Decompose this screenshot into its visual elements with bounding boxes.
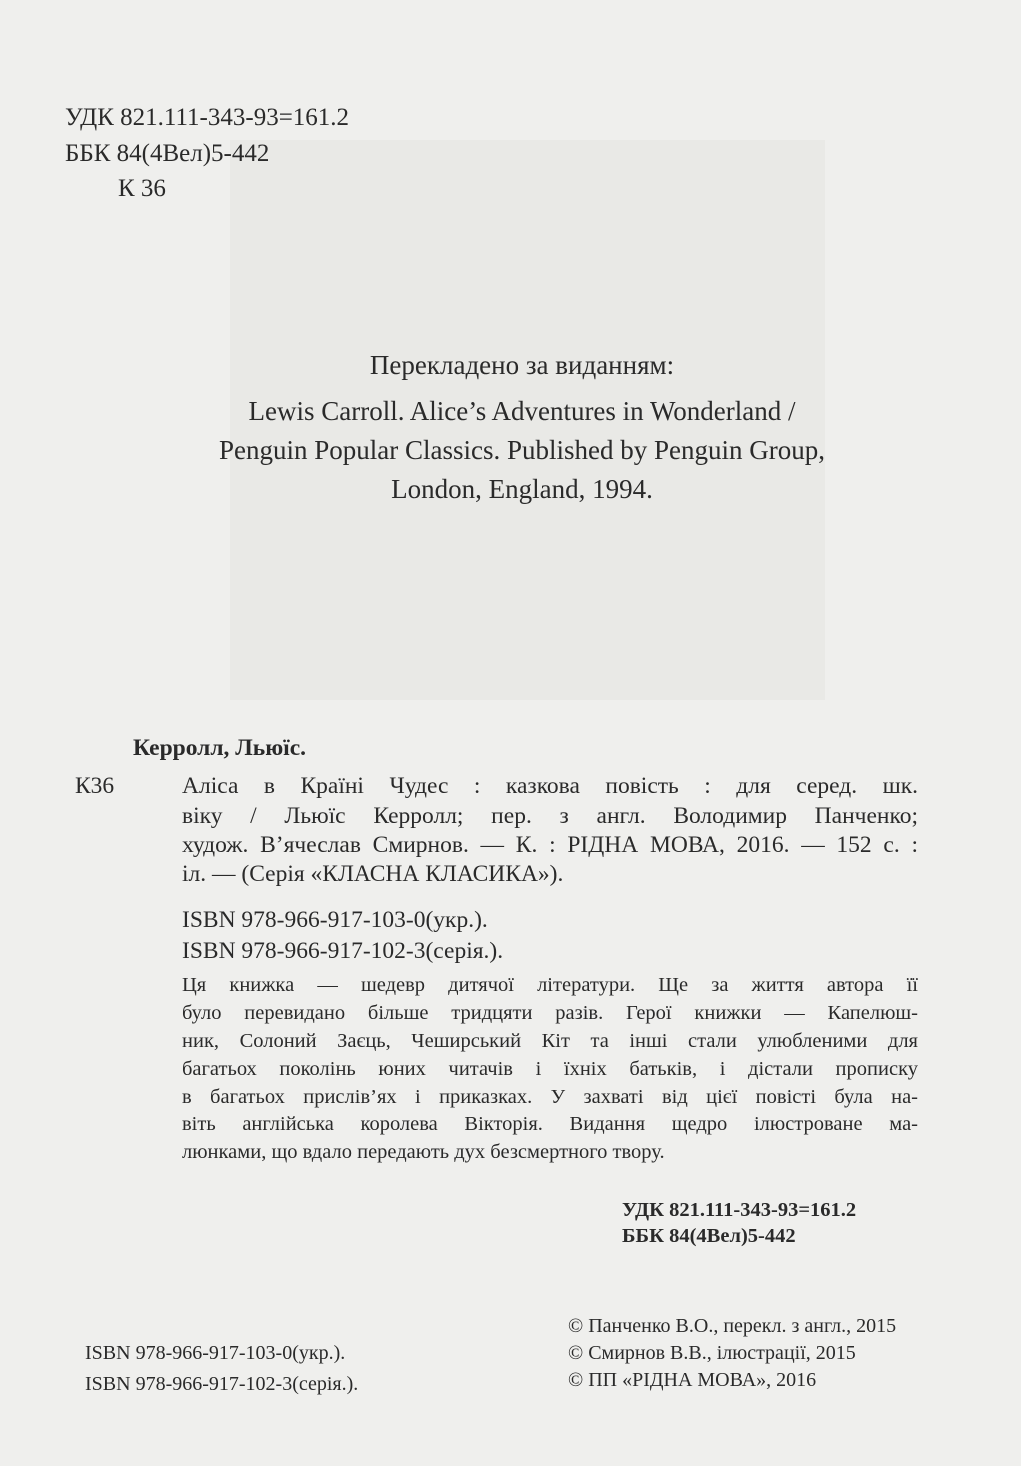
translated-from-label: Перекладено за виданням: — [369, 350, 675, 380]
footer-isbn: ISBN 978-966-917-102-3(серія.). — [85, 1373, 359, 1395]
annotation-line: люнками, що вдало передають дух безсмертного твору. — [182, 1141, 665, 1163]
header-author-mark: К 36 — [118, 175, 166, 202]
annotation-line: віть англійська королева Вікторія. Видання щедро ілюстроване ма- — [182, 1113, 918, 1135]
annotation-line: Ця книжка — шедевр дитячої літератури. Ще за життя автора її — [182, 974, 918, 996]
translated-from-line: Penguin Popular Classics. Published by Penguin Group, — [219, 435, 825, 465]
annotation-line: ник, Солоний Заєць, Чеширський Кіт та інші стали улюбленими для — [182, 1030, 918, 1052]
copyright-line: © Смирнов В.В., ілюстрації, 2015 — [568, 1342, 856, 1364]
annotation-line: було перевидано більше тридцяти разів. Герої книжки — Капелюш- — [182, 1002, 918, 1024]
header-bbk: ББК 84(4Вел)5-442 — [65, 140, 270, 167]
catalog-mark: К36 — [75, 773, 115, 799]
catalog-bbk: ББК 84(4Вел)5-442 — [622, 1225, 796, 1247]
catalog-isbn: ISBN 978-966-917-102-3(серія.). — [182, 938, 504, 964]
copyright-line: © Панченко В.О., перекл. з англ., 2015 — [568, 1315, 897, 1337]
header-udk: УДК 821.111-343-93=161.2 — [65, 104, 350, 131]
catalog-line: віку / Льюїс Керролл; пер. з англ. Володимир Панченко; — [182, 803, 918, 829]
annotation-line: багатьох поколінь юних читачів і їхніх батьків, і дістали прописку — [182, 1058, 918, 1080]
annotation-line: в багатьох прислів’ях і приказках. У захваті від цієї повісті була на- — [182, 1086, 918, 1108]
catalog-line: іл. — (Серія «КЛАСНА КЛАСИКА»). — [182, 861, 564, 887]
catalog-isbn: ISBN 978-966-917-103-0(укр.). — [182, 907, 488, 933]
footer-isbn: ISBN 978-966-917-103-0(укр.). — [85, 1342, 346, 1364]
catalog-line: Аліса в Країні Чудес : казкова повість : для серед. шк. — [182, 773, 918, 799]
catalog-line: худож. В’ячеслав Смирнов. — К. : РІДНА МОВА, 2016. — 152 с. : — [182, 832, 918, 858]
copyright-line: © ПП «РІДНА МОВА», 2016 — [568, 1369, 817, 1391]
translated-from-line: London, England, 1994. — [391, 474, 653, 504]
catalog-author: Керролл, Льюїс. — [133, 735, 307, 761]
translated-from-line: Lewis Carroll. Alice’s Adventures in Wonderland / — [248, 396, 796, 426]
catalog-udk: УДК 821.111-343-93=161.2 — [622, 1199, 857, 1221]
